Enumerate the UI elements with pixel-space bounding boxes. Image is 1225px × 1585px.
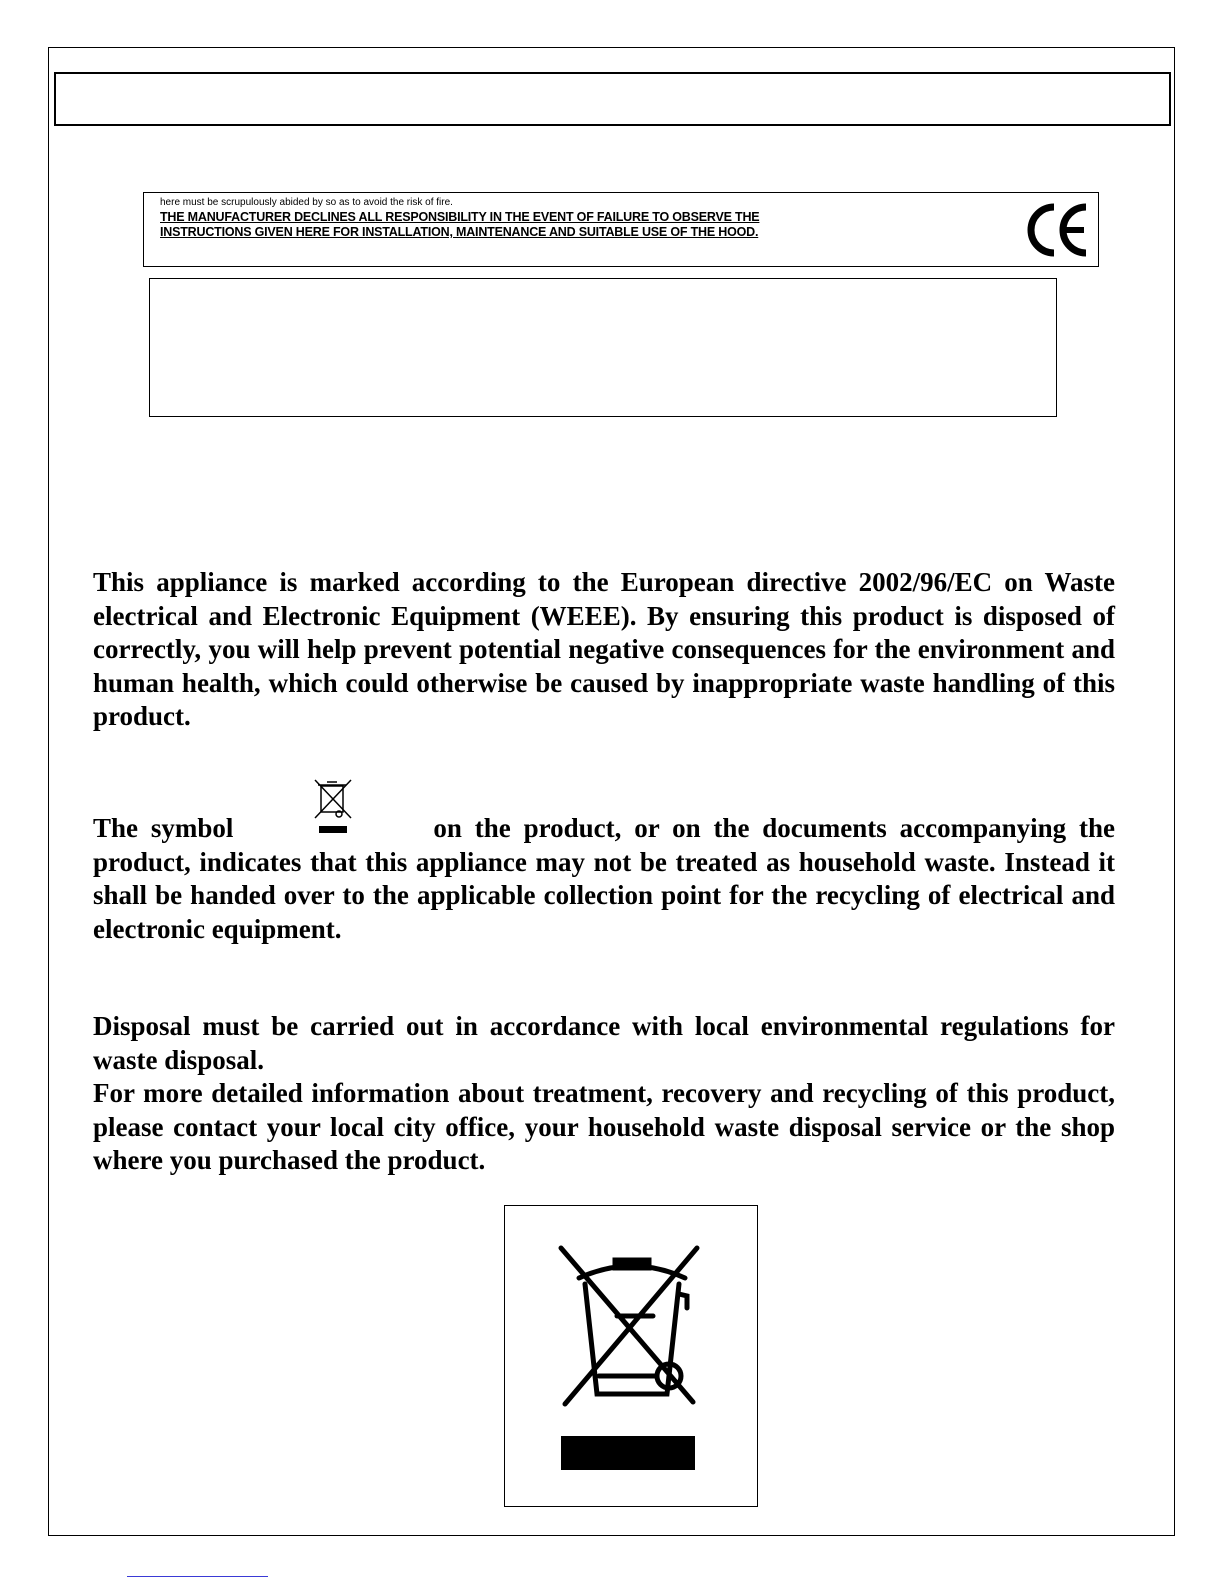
weee-paragraph: For more detailed information about treatment, recovery and recycling of this product, please contact your local city office, your household waste disposal service or the shop where you purchased the product. — [93, 1078, 1115, 1175]
symbol-text-after: on the product, or on the documents accompanying the product, indicates that this appliance may not be treated as household waste. Instead it shall be handed over to the applicable collection point for the recycling of electrical and electronic equipment. — [93, 813, 1115, 944]
weee-symbol-paragraph — [93, 812, 1115, 946]
ce-mark-icon — [1026, 201, 1090, 259]
inline-bin-symbol — [233, 816, 433, 846]
warning-box — [143, 192, 1099, 267]
warning-line: INSTRUCTIONS GIVEN HERE FOR INSTALLATION, MAINTENANCE AND SUITABLE USE OF THE HOOD. — [160, 225, 759, 240]
footer-link-underline — [127, 1576, 268, 1577]
warning-text — [160, 197, 1030, 241]
crossed-out-wheelie-bin-icon — [309, 776, 357, 838]
bin-symbol-box — [504, 1205, 758, 1507]
weee-paragraph: This appliance is marked according to the European directive 2002/96/EC on Waste electrical and Electronic Equipment (WEEE). By ensuring this product is disposed of correctly, you will help prevent potential negative consequences for the environment and human health, which could otherwise be caused by inappropriate waste handling of this product. — [93, 567, 1115, 731]
crossed-out-wheelie-bin-icon — [557, 1244, 707, 1474]
header-box — [54, 72, 1171, 126]
weee-paragraph: Disposal must be carried out in accordance with local environmental regulations for waste disposal. — [93, 1011, 1115, 1075]
empty-box — [149, 278, 1057, 417]
warning-line: here must be scrupulously abided by so as to avoid the risk of fire. — [160, 197, 453, 208]
symbol-text-before: The symbol — [93, 813, 234, 843]
warning-line: THE MANUFACTURER DECLINES ALL RESPONSIBILITY IN THE EVENT OF FAILURE TO OBSERVE THE — [160, 209, 760, 224]
